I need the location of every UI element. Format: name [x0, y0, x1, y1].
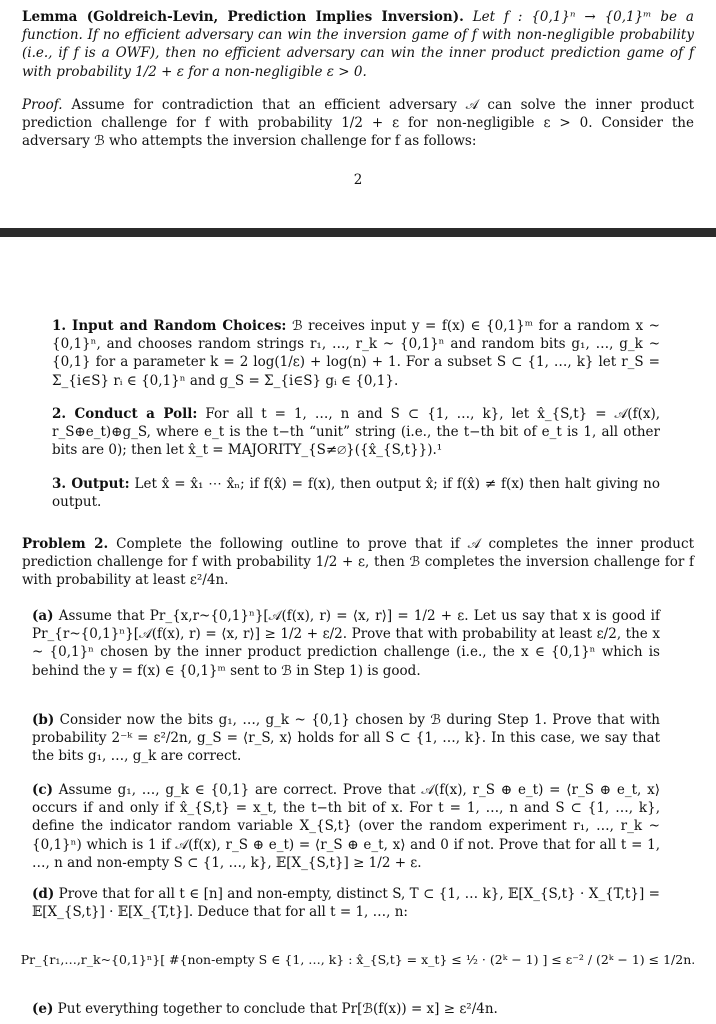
part-e-label: (e) — [32, 1001, 54, 1017]
part-b-text: Consider now the bits g₁, …, g_k ~ {0,1} chosen by ℬ during Step 1. Prove that with probability 2⁻ᵏ = ε²/2n, g_S = ⟨r_S, x⟩ holds for all S ⊂ {1, …, k}. In this case, we say that the bits g₁, …, g_k are correct. — [32, 712, 660, 765]
step-2-text: For all t = 1, …, n and S ⊂ {1, …, k}, let x̂_{S,t} = 𝒜(f(x), r_S⊕e_t)⊕g_S, where e_t is the t−th “unit” string (i.e., the t−th bit of e_t is 1, all other bits are 0); then let x̂_t = MAJORITY_{S≠∅}({x̂_{S,t}}).¹ — [52, 406, 661, 459]
part-b-label: (b) — [32, 712, 55, 728]
step-3-text: Let x̂ = x̂₁ ⋯ x̂ₙ; if f(x̂) = f(x), then output x̂; if f(x̂) ≠ f(x) then halt giving no output. — [52, 476, 660, 511]
proof-heading: Proof. — [22, 97, 63, 113]
lemma-paragraph — [22, 8, 694, 81]
part-c-text: Assume g₁, …, g_k ∈ {0,1} are correct. Prove that 𝒜(f(x), r_S ⊕ e_t) = ⟨r_S ⊕ e_t, x⟩ occurs if and only if x̂_{S,t} = x_t, the t−th bit of x. For t = 1, …, n and S ⊂ {1, …, k}, define the indicator random variable X_{S,t} (over the random experiment r₁, …, r_k ~ {0,1}ⁿ) which is 1 if 𝒜(f(x), r_S ⊕ e_t) = ⟨r_S ⊕ e_t, x⟩ and 0 if not. Prove that for all t = 1, …, n and non-empty S ⊂ {1, …, k}, 𝔼[X_{S,t}] ≥ 1/2 + ε. — [32, 782, 660, 871]
problem-paragraph — [22, 535, 694, 590]
part-b — [32, 711, 660, 766]
part-c — [32, 781, 660, 872]
step-2-label: 2. Conduct a Poll: — [52, 406, 198, 422]
part-e — [32, 1000, 660, 1018]
part-c-label: (c) — [32, 782, 53, 798]
part-a — [32, 607, 660, 680]
proof-paragraph — [22, 96, 694, 151]
problem-text: Complete the following outline to prove that if 𝒜 completes the inner product prediction challenge for f with probability 1/2 + ε, then ℬ completes the inversion challenge for f with probability at least ε²/4n. — [22, 536, 694, 589]
page-separator — [0, 228, 716, 237]
step-3 — [52, 475, 660, 511]
lemma-statement: Let f : {0,1}ⁿ → {0,1}ᵐ be a function. If no efficient adversary can win the inversion game of f with non-negligible probability (i.e., if f is a OWF), then no efficient adversary can win the inner product prediction game of f with probability 1/2 + ε for a non-negligible ε > 0. — [22, 9, 694, 80]
lemma-heading: Lemma (Goldreich-Levin, Prediction Implies Inversion). — [22, 9, 464, 25]
proof-text: Assume for contradiction that an efficient adversary 𝒜 can solve the inner product prediction challenge for f with probability 1/2 + ε for non-negligible ε > 0. Consider the adversary ℬ who attempts the inversion challenge for f as follows: — [22, 97, 694, 150]
problem-heading: Problem 2. — [22, 536, 109, 552]
part-d-text: Prove that for all t ∈ [n] and non-empty, distinct S, T ⊂ {1, … k}, 𝔼[X_{S,t} · X_{T,t}] = 𝔼[X_{S,t}] · 𝔼[X_{T,t}]. Deduce that for all t = 1, …, n: — [32, 886, 660, 921]
step-3-label: 3. Output: — [52, 476, 130, 492]
display-equation: Pr_{r₁,…,r_k~{0,1}ⁿ}[ #{non-empty S ∈ {1, …, k} : x̂_{S,t} = x_t} ≤ ½ · (2ᵏ − 1) ] ≤ ε⁻² / (2ᵏ − 1) ≤ 1/2n. — [20, 952, 696, 967]
part-d-label: (d) — [32, 886, 55, 902]
part-d — [32, 885, 660, 921]
step-1 — [52, 317, 660, 390]
part-a-text: Assume that Pr_{x,r~{0,1}ⁿ}[𝒜(f(x), r) = ⟨x, r⟩] = 1/2 + ε. Let us say that x is good if Pr_{r~{0,1}ⁿ}[𝒜(f(x), r) = ⟨x, r⟩] ≥ 1/2 + ε/2. Prove that with probability at least ε/2, the x ~ {0,1}ⁿ chosen by the inner product prediction challenge (i.e., the x ∈ {0,1}ⁿ which is behind the y = f(x) ∈ {0,1}ᵐ sent to ℬ in Step 1) is good. — [32, 608, 660, 679]
part-e-text: Put everything together to conclude that Pr[ℬ(f(x)) = x] ≥ ε²/4n. — [53, 1001, 498, 1017]
page-number: 2 — [353, 172, 363, 188]
step-2 — [52, 405, 660, 460]
step-1-text: ℬ receives input y = f(x) ∈ {0,1}ᵐ for a random x ~ {0,1}ⁿ, and chooses random strings r₁, …, r_k ~ {0,1}ⁿ and random bits g₁, …, g_k ~ {0,1} for a parameter k = 2 log(1/ε) + log(n) + 1. For a subset S ⊂ {1, …, k} let r_S = Σ_{i∈S} rᵢ ∈ {0,1}ⁿ and g_S = Σ_{i∈S} gᵢ ∈ {0,1}. — [52, 318, 660, 389]
part-a-label: (a) — [32, 608, 54, 624]
step-1-label: 1. Input and Random Choices: — [52, 318, 287, 334]
